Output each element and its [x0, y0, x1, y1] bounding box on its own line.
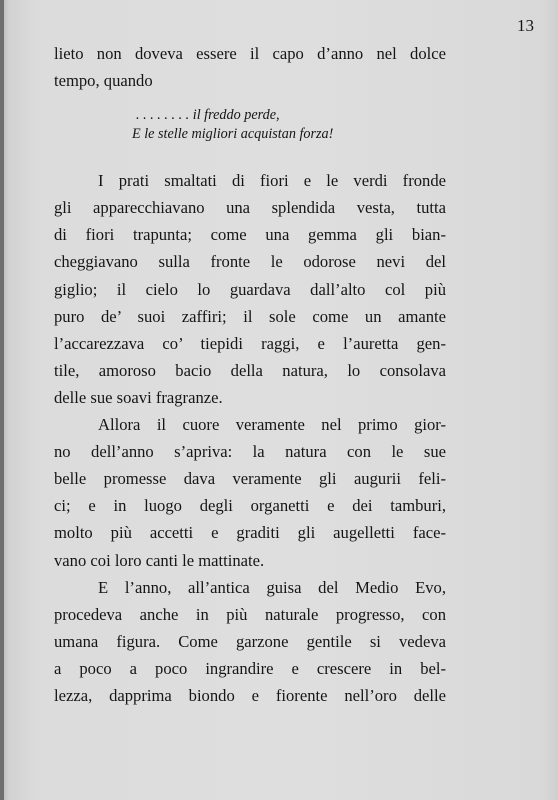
page-number: 13	[517, 16, 534, 35]
text-line: l’accarezzava co’ tiepidi raggi, e l’auretta gen-	[54, 333, 446, 353]
paragraph-3	[54, 574, 446, 709]
text-line: giglio; il cielo lo guardava dall’alto col più	[54, 279, 446, 299]
text-line: lezza, dapprima biondo e fiorente nell’oro delle	[54, 685, 446, 705]
text-line: belle promesse dava veramente gli augurii feli-	[54, 469, 446, 489]
text-line: tempo, quando	[54, 71, 153, 91]
text-line: procedeva anche in più naturale progresso, con	[54, 604, 446, 624]
paragraph-1	[54, 167, 446, 411]
text-line: delle sue soavi fragranze.	[54, 387, 223, 407]
text-line: tile, amoroso bacio della natura, lo consolava	[54, 360, 446, 380]
text-line: ci; e in luogo degli organetti e dei tamburi,	[54, 496, 446, 516]
text-line: I prati smaltati di fiori e le verdi fronde	[98, 171, 446, 191]
page-text	[54, 40, 446, 709]
text-line: umana figura. Come garzone gentile si vedeva	[54, 631, 446, 651]
verse-quotation	[54, 106, 446, 144]
book-spine-edge	[0, 0, 4, 800]
text-line: no dell’anno s’apriva: la natura con le sue	[54, 442, 446, 462]
text-line: E l’anno, all’antica guisa del Medio Evo,	[98, 577, 446, 597]
verse-line: . . . . . . . . il freddo perde,	[136, 107, 280, 124]
text-line: cheggiavano sulla fronte le odorose nevi del	[54, 252, 446, 272]
text-line: gli apparecchiavano una splendida vesta, tutta	[54, 198, 446, 218]
text-line: molto più accetti e graditi gli augelletti face-	[54, 523, 446, 543]
text-line: Allora il cuore veramente nel primo gior-	[98, 415, 446, 435]
verse-line: E le stelle migliori acquistan forza!	[132, 126, 334, 143]
text-line: lieto non doveva essere il capo d’anno nel dolce	[54, 44, 446, 63]
text-line: a poco a poco ingrandire e crescere in bel-	[54, 658, 446, 678]
text-line: di fiori trapunta; come una gemma gli bian-	[54, 225, 446, 245]
text-line: puro de’ suoi zaffiri; il sole come un amante	[54, 306, 446, 326]
text-line: vano coi loro canti le mattinate.	[54, 550, 265, 570]
paragraph-2	[54, 411, 446, 574]
